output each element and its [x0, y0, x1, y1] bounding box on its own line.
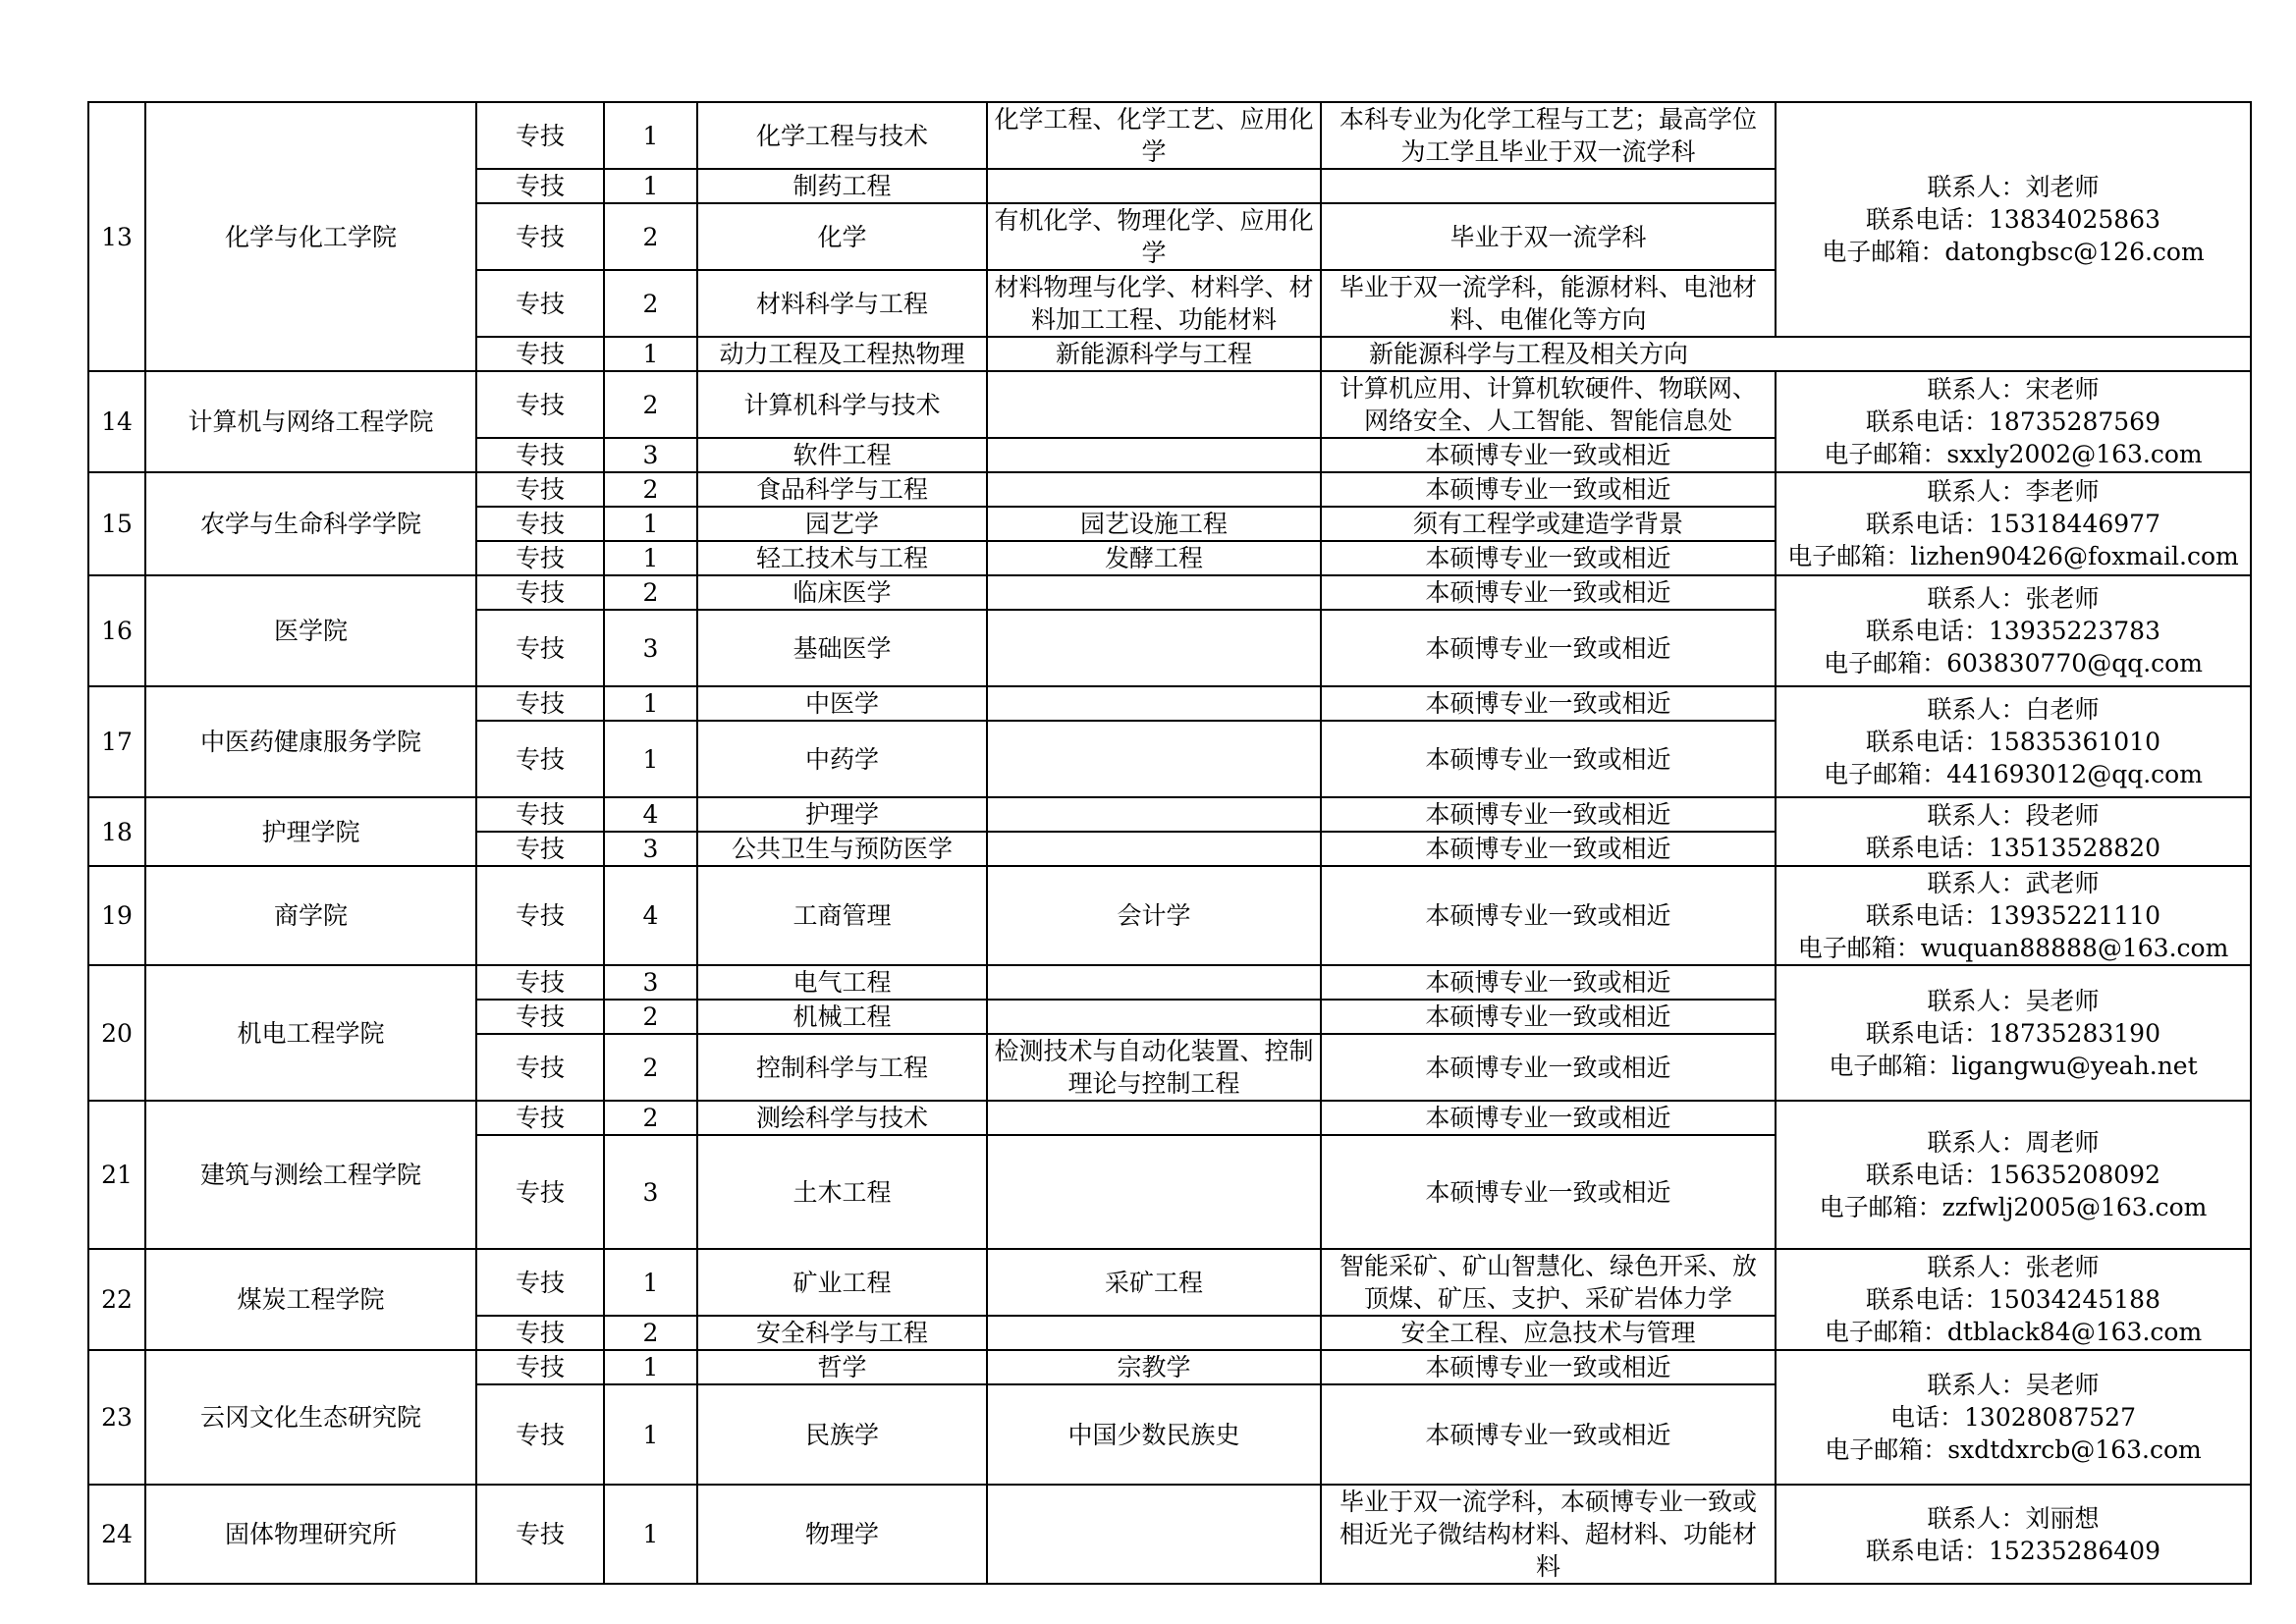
post-type: 专技 [476, 438, 604, 472]
post-count: 3 [604, 610, 697, 686]
requirement: 本硕博专业一致或相近 [1321, 866, 1776, 965]
row-number: 19 [88, 866, 145, 965]
post-type: 专技 [476, 1485, 604, 1584]
contact-info [1776, 866, 2251, 965]
requirement: 本硕博专业一致或相近 [1321, 472, 1776, 507]
post-type: 专技 [476, 1316, 604, 1350]
contact-line: 联系电话：13513528820 [1866, 834, 2160, 862]
post-type: 专技 [476, 371, 604, 438]
post-type: 专技 [476, 102, 604, 169]
post-type: 专技 [476, 832, 604, 866]
discipline: 土木工程 [697, 1135, 987, 1249]
discipline: 测绘科学与技术 [697, 1101, 987, 1135]
contact-line: 联系电话：15835361010 [1866, 728, 2160, 756]
post-type: 专技 [476, 507, 604, 541]
post-count: 1 [604, 1485, 697, 1584]
college-name: 云冈文化生态研究院 [145, 1350, 476, 1485]
post-type: 专技 [476, 203, 604, 270]
research-direction [987, 1316, 1321, 1350]
table-row [88, 797, 2251, 832]
contact-line: 联系人：吴老师 [1927, 986, 2100, 1015]
table-row [88, 1101, 2251, 1135]
contact-line: 电子邮箱：603830770@qq.com [1824, 649, 2203, 677]
post-count: 2 [604, 472, 697, 507]
college-name: 机电工程学院 [145, 965, 476, 1101]
post-type: 专技 [476, 1249, 604, 1316]
discipline: 化学工程与技术 [697, 102, 987, 169]
post-count: 2 [604, 575, 697, 610]
research-direction [987, 721, 1321, 797]
discipline: 机械工程 [697, 1000, 987, 1034]
requirement: 本科专业为化学工程与工艺；最高学位为工学且毕业于双一流学科 [1321, 102, 1776, 169]
discipline: 控制科学与工程 [697, 1034, 987, 1101]
college-name: 医学院 [145, 575, 476, 686]
contact-info [1776, 965, 2251, 1101]
contact-line: 电子邮箱：datongbsc@126.com [1822, 238, 2205, 266]
post-count: 1 [604, 1384, 697, 1485]
discipline: 材料科学与工程 [697, 270, 987, 337]
contact-line: 联系人：张老师 [1927, 584, 2100, 613]
requirement: 本硕博专业一致或相近 [1321, 1350, 1776, 1384]
table-row [88, 102, 2251, 169]
contact-line: 电子邮箱：441693012@qq.com [1824, 760, 2203, 788]
post-count: 4 [604, 866, 697, 965]
table-row [88, 1485, 2251, 1584]
research-direction [987, 1135, 1321, 1249]
contact-info [1776, 472, 2251, 575]
row-number: 18 [88, 797, 145, 866]
row-number: 20 [88, 965, 145, 1101]
requirement: 本硕博专业一致或相近 [1321, 832, 1776, 866]
research-direction [987, 472, 1321, 507]
post-count: 4 [604, 797, 697, 832]
table-row [88, 371, 2251, 438]
contact-line: 联系人：宋老师 [1927, 375, 2100, 404]
post-type: 专技 [476, 169, 604, 203]
post-count: 1 [604, 686, 697, 721]
row-number: 13 [88, 102, 145, 371]
requirement: 智能采矿、矿山智慧化、绿色开采、放顶煤、矿压、支护、采矿岩体力学 [1321, 1249, 1776, 1316]
requirement: 本硕博专业一致或相近 [1321, 965, 1776, 1000]
requirement: 本硕博专业一致或相近 [1321, 575, 1776, 610]
research-direction: 材料物理与化学、材料学、材料加工工程、功能材料 [987, 270, 1321, 337]
discipline: 化学 [697, 203, 987, 270]
college-name: 建筑与测绘工程学院 [145, 1101, 476, 1249]
requirement: 本硕博专业一致或相近 [1321, 797, 1776, 832]
contact-line: 电子邮箱：sxxly2002@163.com [1824, 440, 2203, 468]
research-direction: 会计学 [987, 866, 1321, 965]
contact-line: 电子邮箱：lizhen90426@foxmail.com [1787, 542, 2239, 570]
contact-line: 电子邮箱：dtblack84@163.com [1824, 1318, 2203, 1346]
contact-line: 电子邮箱：wuquan88888@163.com [1797, 934, 2229, 962]
college-name: 农学与生命科学学院 [145, 472, 476, 575]
discipline: 护理学 [697, 797, 987, 832]
contact-line: 电话：13028087527 [1890, 1403, 2136, 1432]
contact-info [1776, 575, 2251, 686]
table-row [88, 866, 2251, 965]
requirement: 毕业于双一流学科，能源材料、电池材料、电催化等方向 [1321, 270, 1776, 337]
contact-line: 联系电话：15235286409 [1866, 1536, 2160, 1565]
research-direction [987, 1101, 1321, 1135]
post-count: 2 [604, 1316, 697, 1350]
contact-info [1776, 797, 2251, 866]
row-number: 24 [88, 1485, 145, 1584]
post-count: 2 [604, 270, 697, 337]
discipline: 轻工技术与工程 [697, 541, 987, 575]
discipline: 制药工程 [697, 169, 987, 203]
research-direction [987, 371, 1321, 438]
discipline: 软件工程 [697, 438, 987, 472]
research-direction [987, 1000, 1321, 1034]
requirement: 本硕博专业一致或相近 [1321, 1000, 1776, 1034]
discipline: 动力工程及工程热物理 [697, 337, 987, 371]
college-name: 商学院 [145, 866, 476, 965]
research-direction [987, 797, 1321, 832]
requirement: 本硕博专业一致或相近 [1321, 1384, 1776, 1485]
requirement: 本硕博专业一致或相近 [1321, 686, 1776, 721]
requirement: 本硕博专业一致或相近 [1321, 1101, 1776, 1135]
college-name: 煤炭工程学院 [145, 1249, 476, 1350]
post-type: 专技 [476, 472, 604, 507]
table-row [88, 472, 2251, 507]
college-name: 中医药健康服务学院 [145, 686, 476, 797]
requirement: 安全工程、应急技术与管理 [1321, 1316, 1776, 1350]
post-count: 1 [604, 337, 697, 371]
post-count: 1 [604, 507, 697, 541]
requirement: 毕业于双一流学科，本硕博专业一致或相近光子微结构材料、超材料、功能材料 [1321, 1485, 1776, 1584]
contact-line: 电子邮箱：ligangwu@yeah.net [1829, 1051, 2198, 1080]
post-type: 专技 [476, 965, 604, 1000]
row-number: 15 [88, 472, 145, 575]
contact-line: 联系人：吴老师 [1927, 1371, 2100, 1399]
row-number: 16 [88, 575, 145, 686]
table-row [88, 575, 2251, 610]
discipline: 公共卫生与预防医学 [697, 832, 987, 866]
research-direction [987, 610, 1321, 686]
research-direction [987, 832, 1321, 866]
contact-line: 联系人：段老师 [1927, 801, 2100, 830]
research-direction: 采矿工程 [987, 1249, 1321, 1316]
discipline: 工商管理 [697, 866, 987, 965]
post-count: 2 [604, 371, 697, 438]
contact-line: 电子邮箱：zzfwlj2005@163.com [1819, 1193, 2208, 1221]
post-count: 2 [604, 1000, 697, 1034]
post-type: 专技 [476, 610, 604, 686]
research-direction: 园艺设施工程 [987, 507, 1321, 541]
post-type: 专技 [476, 1135, 604, 1249]
research-direction [987, 438, 1321, 472]
contact-line: 联系人：白老师 [1927, 695, 2100, 724]
table-row [88, 1350, 2251, 1384]
discipline: 矿业工程 [697, 1249, 987, 1316]
contact-line: 联系电话：18735287569 [1866, 407, 2160, 436]
research-direction [987, 575, 1321, 610]
row-number: 21 [88, 1101, 145, 1249]
post-count: 1 [604, 102, 697, 169]
contact-line: 联系人：周老师 [1927, 1128, 2100, 1157]
contact-line: 联系人：刘老师 [1927, 173, 2100, 201]
research-direction: 发酵工程 [987, 541, 1321, 575]
requirement: 本硕博专业一致或相近 [1321, 438, 1776, 472]
discipline: 民族学 [697, 1384, 987, 1485]
requirement: 新能源科学与工程及相关方向 [1321, 337, 2251, 371]
discipline: 基础医学 [697, 610, 987, 686]
post-type: 专技 [476, 797, 604, 832]
contact-line: 联系电话：15034245188 [1866, 1285, 2160, 1314]
contact-line: 电子邮箱：sxdtdxrcb@163.com [1825, 1435, 2202, 1464]
post-count: 1 [604, 1350, 697, 1384]
contact-line: 联系人：张老师 [1927, 1253, 2100, 1281]
post-type: 专技 [476, 541, 604, 575]
discipline: 临床医学 [697, 575, 987, 610]
post-type: 专技 [476, 270, 604, 337]
discipline: 哲学 [697, 1350, 987, 1384]
contact-info [1776, 1101, 2251, 1249]
table-row [88, 686, 2251, 721]
recruitment-table [87, 101, 2252, 1585]
discipline: 食品科学与工程 [697, 472, 987, 507]
discipline: 中医学 [697, 686, 987, 721]
contact-line: 联系电话：15318446977 [1866, 510, 2160, 538]
discipline: 物理学 [697, 1485, 987, 1584]
requirement: 计算机应用、计算机软硬件、物联网、网络安全、人工智能、智能信息处 [1321, 371, 1776, 438]
discipline: 园艺学 [697, 507, 987, 541]
table-row [88, 1249, 2251, 1316]
post-type: 专技 [476, 1384, 604, 1485]
research-direction [987, 1485, 1321, 1584]
requirement: 本硕博专业一致或相近 [1321, 1034, 1776, 1101]
research-direction: 中国少数民族史 [987, 1384, 1321, 1485]
college-name: 化学与化工学院 [145, 102, 476, 371]
discipline: 计算机科学与技术 [697, 371, 987, 438]
post-count: 3 [604, 965, 697, 1000]
post-count: 2 [604, 1034, 697, 1101]
requirement: 本硕博专业一致或相近 [1321, 610, 1776, 686]
contact-line: 联系人：李老师 [1927, 477, 2100, 506]
requirement: 本硕博专业一致或相近 [1321, 1135, 1776, 1249]
requirement: 毕业于双一流学科 [1321, 203, 1776, 270]
contact-line: 联系电话：13935221110 [1866, 901, 2160, 930]
post-type: 专技 [476, 1101, 604, 1135]
research-direction [987, 686, 1321, 721]
row-number: 22 [88, 1249, 145, 1350]
contact-line: 联系人：刘丽想 [1927, 1503, 2100, 1533]
college-name: 护理学院 [145, 797, 476, 866]
post-type: 专技 [476, 337, 604, 371]
requirement [1321, 169, 1776, 203]
post-type: 专技 [476, 1034, 604, 1101]
discipline: 中药学 [697, 721, 987, 797]
post-count: 3 [604, 832, 697, 866]
post-count: 1 [604, 1249, 697, 1316]
post-type: 专技 [476, 1000, 604, 1034]
post-count: 2 [604, 1101, 697, 1135]
contact-info [1776, 1485, 2251, 1584]
post-count: 3 [604, 1135, 697, 1249]
contact-info [1776, 686, 2251, 797]
contact-info [1776, 102, 2251, 337]
table-row [88, 965, 2251, 1000]
requirement: 本硕博专业一致或相近 [1321, 541, 1776, 575]
research-direction: 有机化学、物理化学、应用化学 [987, 203, 1321, 270]
college-name: 计算机与网络工程学院 [145, 371, 476, 472]
contact-info [1776, 1350, 2251, 1485]
research-direction: 化学工程、化学工艺、应用化学 [987, 102, 1321, 169]
post-type: 专技 [476, 721, 604, 797]
post-count: 1 [604, 541, 697, 575]
contact-line: 联系人：武老师 [1927, 869, 2100, 897]
contact-line: 联系电话：13935223783 [1866, 617, 2160, 645]
requirement: 须有工程学或建造学背景 [1321, 507, 1776, 541]
row-number: 17 [88, 686, 145, 797]
row-number: 23 [88, 1350, 145, 1485]
college-name: 固体物理研究所 [145, 1485, 476, 1584]
contact-line: 联系电话：15635208092 [1866, 1161, 2160, 1189]
research-direction: 宗教学 [987, 1350, 1321, 1384]
post-type: 专技 [476, 866, 604, 965]
discipline: 电气工程 [697, 965, 987, 1000]
post-count: 2 [604, 203, 697, 270]
contact-line: 联系电话：18735283190 [1866, 1018, 2160, 1048]
contact-info [1776, 371, 2251, 472]
research-direction: 检测技术与自动化装置、控制理论与控制工程 [987, 1034, 1321, 1101]
contact-info [1776, 1249, 2251, 1350]
requirement: 本硕博专业一致或相近 [1321, 721, 1776, 797]
contact-line: 联系电话：13834025863 [1866, 205, 2160, 234]
post-type: 专技 [476, 575, 604, 610]
post-count: 3 [604, 438, 697, 472]
post-count: 1 [604, 169, 697, 203]
post-type: 专技 [476, 686, 604, 721]
research-direction [987, 169, 1321, 203]
research-direction: 新能源科学与工程 [987, 337, 1321, 371]
post-count: 1 [604, 721, 697, 797]
discipline: 安全科学与工程 [697, 1316, 987, 1350]
row-number: 14 [88, 371, 145, 472]
post-type: 专技 [476, 1350, 604, 1384]
research-direction [987, 965, 1321, 1000]
